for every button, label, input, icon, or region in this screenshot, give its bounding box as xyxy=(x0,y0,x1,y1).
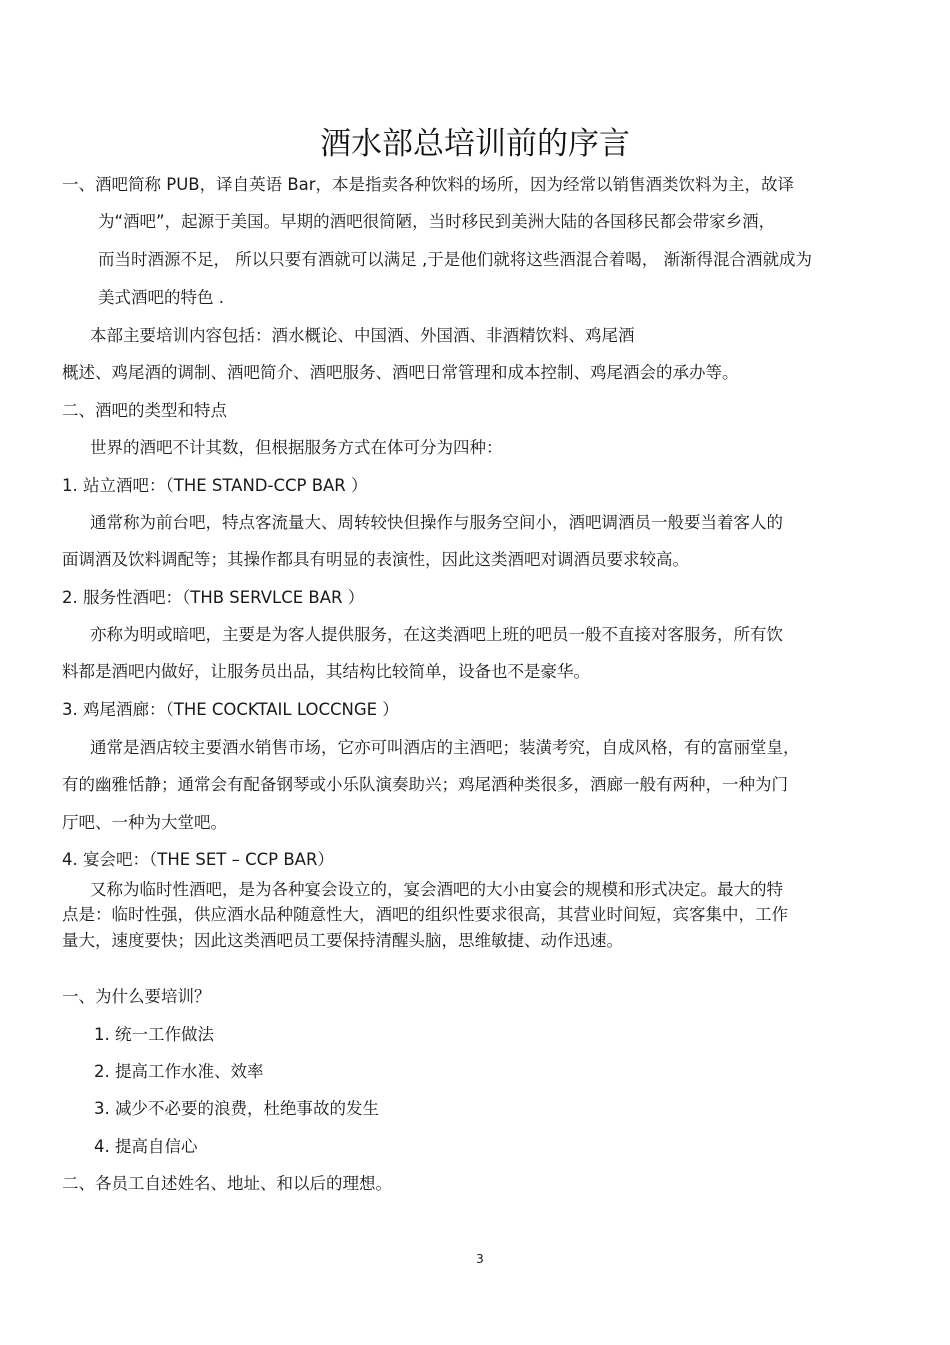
list-heading: 3. 鸡尾酒廊：（THE COCKTAIL LOCCNGE ） xyxy=(62,700,399,719)
text-line: 一、酒吧简称 PUB，译自英语 Bar，本是指卖各种饮料的场所，因为经常以销售酒类饮料为主，故译 xyxy=(62,175,795,194)
text-line: 又称为临时性酒吧，是为各种宴会设立的，宴会酒吧的大小由宴会的规模和形式决定。最大的特 xyxy=(90,880,783,899)
text-line: 美式酒吧的特色 . xyxy=(98,288,224,307)
text-line: 本部主要培训内容包括：酒水概论、中国酒、外国酒、非酒精饮料、鸡尾酒 xyxy=(90,326,635,345)
list-heading: 4. 宴会吧：（THE SET – CCP BAR） xyxy=(62,850,334,869)
list-heading: 2. 服务性酒吧：（THB SERVLCE BAR ） xyxy=(62,588,365,607)
text-line: 通常称为前台吧，特点客流量大、周转较快但操作与服务空间小，酒吧调酒员一般要当着客人的 xyxy=(90,513,783,532)
text-line: 亦称为明或暗吧，主要是为客人提供服务，在这类酒吧上班的吧员一般不直接对客服务，所有饮 xyxy=(90,625,783,644)
section-heading: 二、酒吧的类型和特点 xyxy=(62,401,227,420)
text-line: 料都是酒吧内做好，让服务员出品，其结构比较简单，设备也不是豪华。 xyxy=(62,662,590,681)
page-number: 3 xyxy=(476,1252,484,1266)
document-title: 酒水部总培训前的序言 xyxy=(320,126,630,162)
text-line: 量大，速度要快；因此这类酒吧员工要保持清醒头脑，思维敏捷、动作迅速。 xyxy=(62,931,623,950)
text-line: 而当时酒源不足， 所以只要有酒就可以满足 ,于是他们就将这些酒混合着喝， 渐渐得混合酒就成为 xyxy=(98,250,812,269)
list-item: 1. 统一工作做法 xyxy=(94,1025,214,1044)
text-line: 厅吧、一种为大堂吧。 xyxy=(62,813,227,832)
list-item: 4. 提高自信心 xyxy=(94,1137,198,1156)
list-heading: 1. 站立酒吧：（THE STAND-CCP BAR ） xyxy=(62,476,368,495)
text-line: 面调酒及饮料调配等；其操作都具有明显的表演性，因此这类酒吧对调酒员要求较高。 xyxy=(62,550,689,569)
text-line: 点是：临时性强，供应酒水品种随意性大，酒吧的组织性要求很高，其营业时间短，宾客集中，工作 xyxy=(62,905,788,924)
section-heading: 二、各员工自述姓名、地址、和以后的理想。 xyxy=(62,1174,392,1193)
list-item: 2. 提高工作水准、效率 xyxy=(94,1062,264,1081)
text-line: 通常是酒店较主要酒水销售市场，它亦可叫酒店的主酒吧；装潢考究，自成风格，有的富丽堂皇， xyxy=(90,738,800,757)
text-line: 有的幽雅恬静；通常会有配备钢琴或小乐队演奏助兴；鸡尾酒种类很多，酒廊一般有两种，一种为门 xyxy=(62,775,788,794)
text-line: 为“酒吧”，起源于美国。早期的酒吧很简陋，当时移民到美洲大陆的各国移民都会带家乡酒， xyxy=(98,212,776,231)
list-item: 3. 减少不必要的浪费，杜绝事故的发生 xyxy=(94,1099,379,1118)
text-line: 世界的酒吧不计其数，但根据服务方式在体可分为四种： xyxy=(90,438,503,457)
section-heading: 一、为什么要培训？ xyxy=(62,987,211,1006)
text-line: 概述、鸡尾酒的调制、酒吧简介、酒吧服务、酒吧日常管理和成本控制、鸡尾酒会的承办等。 xyxy=(62,363,739,382)
